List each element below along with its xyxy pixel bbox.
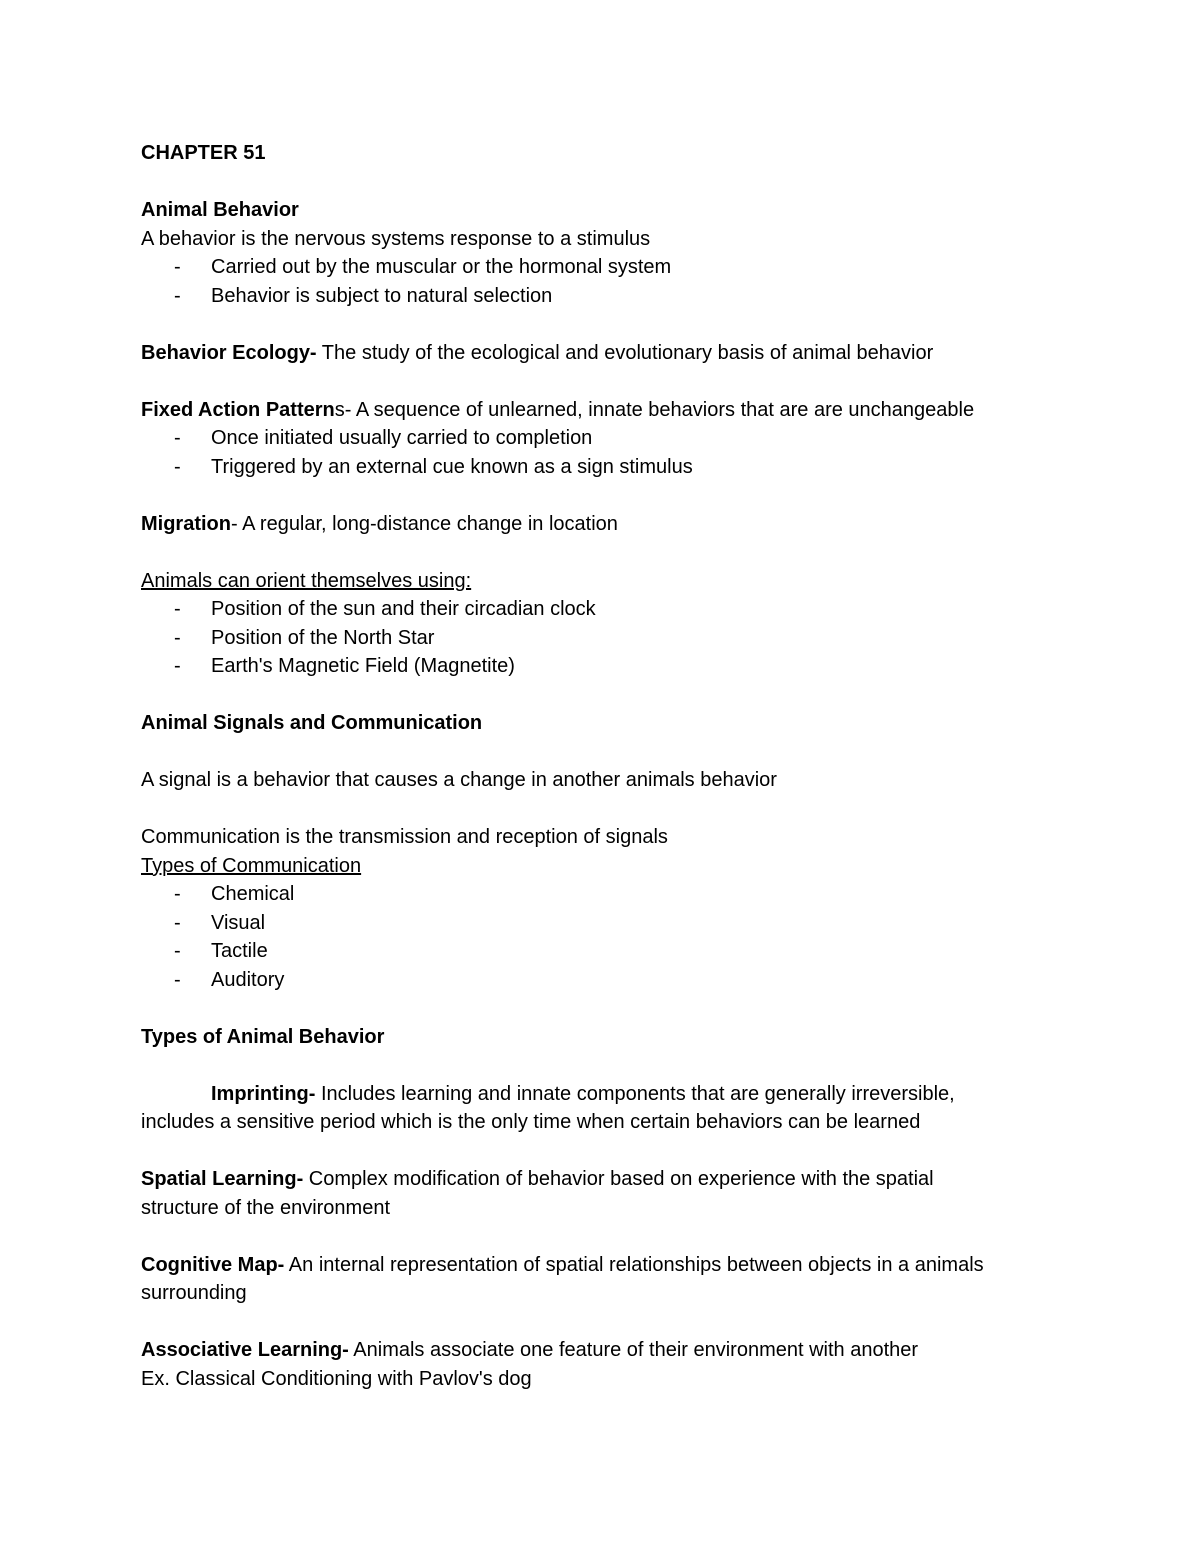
migration-entry (141, 510, 1081, 539)
animal-behavior-heading: Animal Behavior (141, 199, 299, 221)
dash-marker: - (174, 911, 181, 934)
behavior-ecology-entry (141, 339, 1081, 368)
list-item-text: Carried out by the muscular or the hormonal system (211, 256, 672, 278)
list-item (141, 253, 1081, 282)
list-item (141, 624, 1081, 653)
communication-types-heading: Types of Communication (141, 854, 362, 877)
cognitive-map-entry (141, 1251, 1081, 1280)
list-item-text: Tactile (211, 940, 268, 962)
list-item (141, 424, 1081, 453)
fixed-action-patterns-definition: s- A sequence of unlearned, innate behaviors that are are unchangeable (334, 398, 975, 421)
imprinting-definition-line-2: includes a sensitive period which is the only time when certain behaviors can be learned (141, 1111, 921, 1133)
dash-marker: - (174, 455, 181, 478)
dash-marker: - (174, 883, 181, 905)
list-item (141, 595, 1081, 624)
imprinting-term: Imprinting- (211, 1082, 316, 1105)
behavior-ecology-definition: The study of the ecological and evolutionary basis of animal behavior (316, 341, 934, 364)
list-item-text: Triggered by an external cue known as a sign stimulus (211, 455, 693, 478)
spatial-learning-definition-line-2: structure of the environment (141, 1196, 391, 1219)
cognitive-map-definition-line-1: An internal representation of spatial relationships between objects in a animals (284, 1253, 984, 1276)
fixed-action-patterns-entry (141, 396, 1081, 425)
list-item-text: Chemical (211, 883, 295, 905)
behavior-ecology-term: Behavior Ecology- (141, 341, 317, 364)
list-item (141, 453, 1081, 482)
chapter-title: CHAPTER 51 (141, 142, 266, 164)
migration-term: Migration (141, 512, 231, 535)
list-item-text: Once initiated usually carried to completion (211, 427, 593, 449)
list-item-text: Auditory (211, 968, 285, 991)
associative-learning-example: Ex. Classical Conditioning with Pavlov's dog (141, 1367, 532, 1390)
dash-marker: - (174, 284, 181, 307)
migration-definition: - A regular, long-distance change in location (231, 512, 618, 535)
list-item-text: Position of the sun and their circadian clock (211, 598, 596, 620)
imprinting-entry (141, 1080, 1081, 1109)
spatial-learning-term: Spatial Learning- (141, 1168, 304, 1190)
list-item-text: Earth's Magnetic Field (Magnetite) (211, 655, 515, 677)
list-item (141, 652, 1081, 681)
cognitive-map-definition-line-2: surrounding (141, 1282, 247, 1304)
fixed-action-patterns-term: Fixed Action Pattern (141, 398, 335, 421)
dash-marker: - (174, 655, 181, 677)
types-of-behavior-heading: Types of Animal Behavior (141, 1025, 385, 1048)
document-page (141, 139, 1081, 1393)
list-item (141, 880, 1081, 909)
dash-marker: - (174, 256, 181, 278)
list-item (141, 937, 1081, 966)
cognitive-map-term: Cognitive Map- (141, 1253, 285, 1276)
spatial-learning-definition-line-1: Complex modification of behavior based on experience with the spatial (303, 1168, 934, 1190)
list-item (141, 909, 1081, 938)
dash-marker: - (174, 427, 181, 449)
dash-marker: - (174, 626, 181, 649)
associative-learning-definition: Animals associate one feature of their environment with another (348, 1339, 919, 1361)
dash-marker: - (174, 598, 181, 620)
signal-definition: A signal is a behavior that causes a change in another animals behavior (141, 769, 777, 791)
associative-learning-term: Associative Learning- (141, 1339, 349, 1361)
list-item-text: Behavior is subject to natural selection (211, 284, 553, 307)
animal-behavior-definition: A behavior is the nervous systems response to a stimulus (141, 227, 651, 250)
list-item (141, 966, 1081, 995)
list-item-text: Visual (211, 911, 266, 934)
signals-heading: Animal Signals and Communication (141, 712, 483, 734)
list-item-text: Position of the North Star (211, 626, 435, 649)
dash-marker: - (174, 968, 181, 991)
list-item (141, 282, 1081, 311)
spatial-learning-entry (141, 1165, 1081, 1194)
communication-definition: Communication is the transmission and reception of signals (141, 826, 668, 848)
orientation-heading: Animals can orient themselves using: (141, 569, 472, 592)
dash-marker: - (174, 940, 181, 962)
associative-learning-entry (141, 1336, 1081, 1365)
imprinting-definition-line-1: Includes learning and innate components that are generally irreversible, (315, 1082, 955, 1105)
